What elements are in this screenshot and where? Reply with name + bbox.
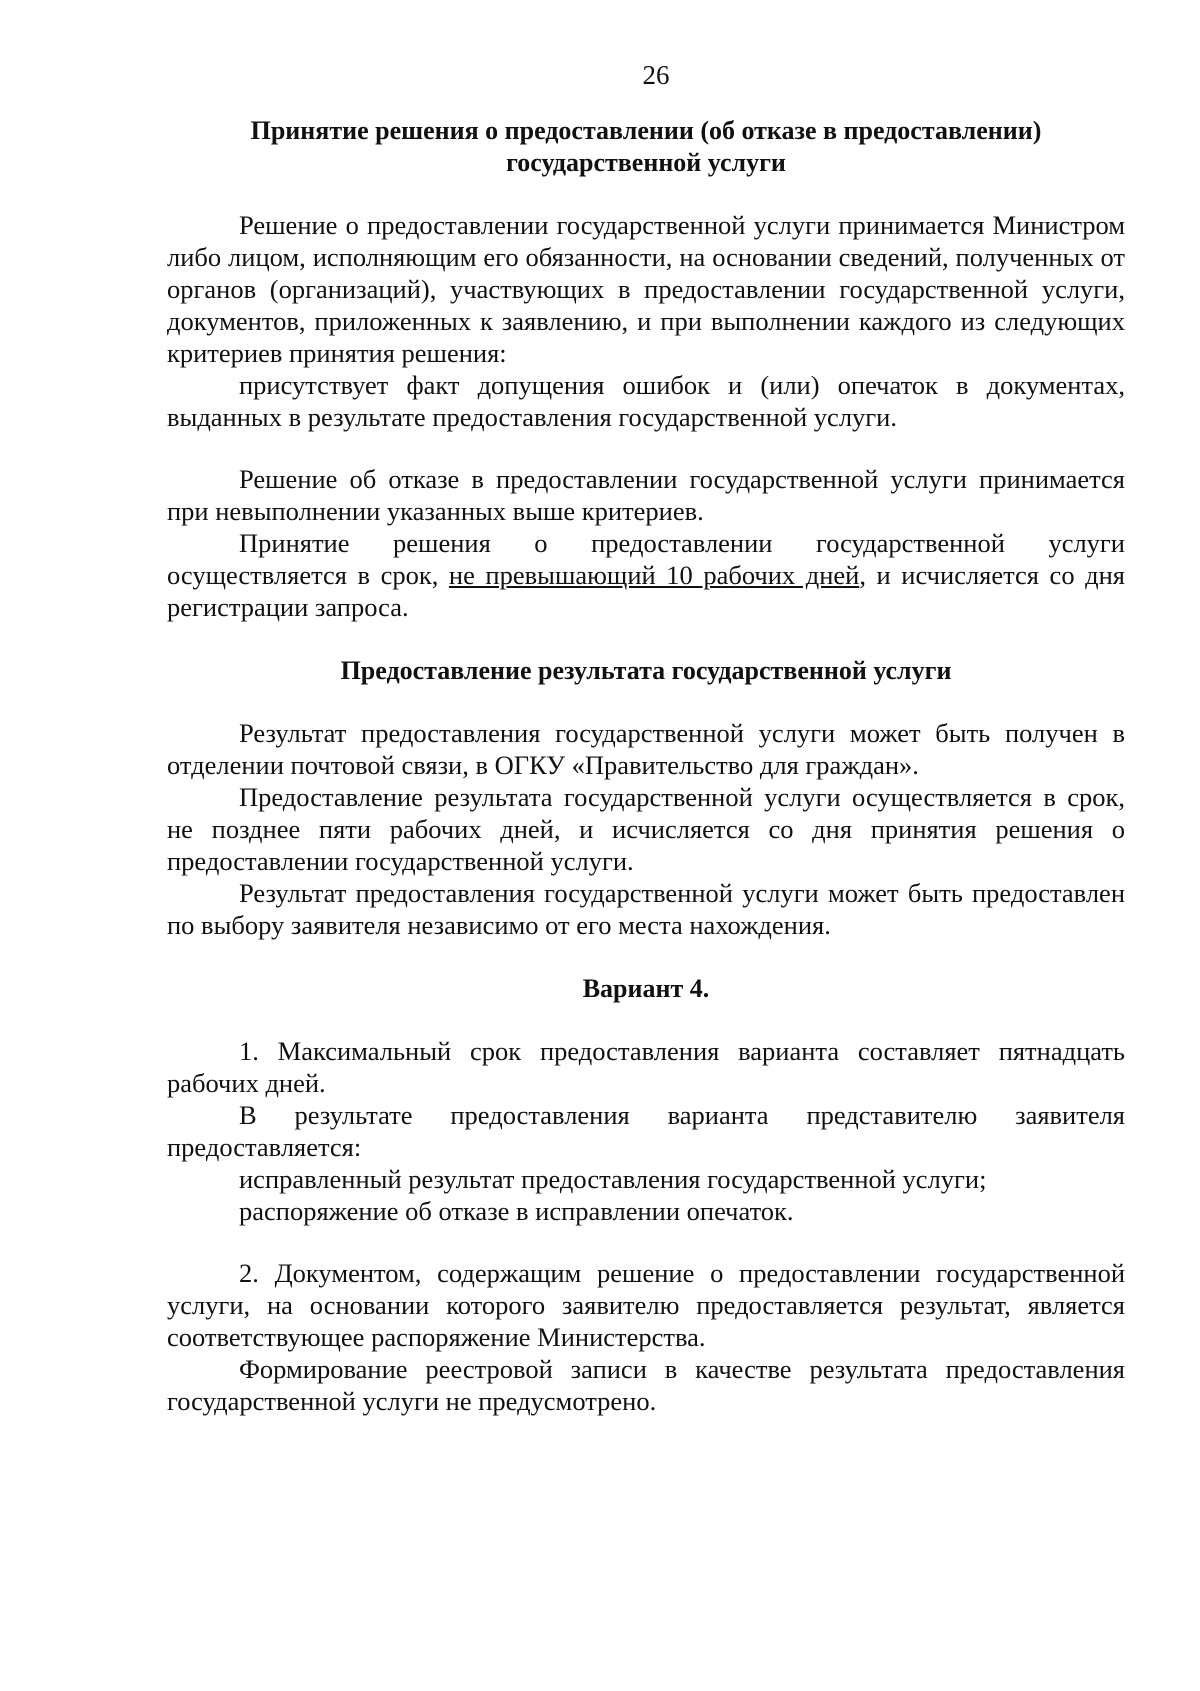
paragraph: присутствует факт допущения ошибок и (или) опечаток в документах, выданных в результате предоставления государственной услуги. <box>167 370 1125 432</box>
paragraph: Результат предоставления государственной услуги может быть предоставлен по выбору заявителя независимо от его места нахождения. <box>167 878 1125 940</box>
paragraph: Решение о предоставлении государственной услуги принимается Министром либо лицом, исполняющим его обязанности, на основании сведений, полученных от органов (организаций), участвующих в предоставлении государственной услуги, документов, приложенных к заявлению, и при выполнении каждого из следующих критериев принятия решения: <box>167 210 1125 368</box>
paragraph: Решение об отказе в предоставлении государственной услуги принимается при невыполнении указанных выше критериев. <box>167 464 1125 526</box>
paragraph: исправленный результат предоставления государственной услуги; <box>239 1164 987 1194</box>
paragraph: Формирование реестровой записи в качестве результата предоставления государственной услуги не предусмотрено. <box>167 1354 1125 1416</box>
paragraph: В результате предоставления варианта представителю заявителя предоставляется: <box>167 1100 1125 1162</box>
section-heading-decision <box>167 115 1125 179</box>
paragraph: 2. Документом, содержащим решение о предоставлении государственной услуги, на основании которого заявителю предоставляется результат, является соответствующее распоряжение Министерства. <box>167 1258 1125 1352</box>
heading-line: государственной услуги <box>506 148 786 177</box>
page-number: 26 <box>642 60 670 90</box>
section-heading-result: Предоставление результата государственной услуги <box>340 656 952 685</box>
text-run: , и исчисляется со дня регистрации запроса. <box>167 560 1125 622</box>
underlined-text: не превышающий 10 рабочих дней <box>448 560 860 590</box>
section-heading-variant: Вариант 4. <box>582 974 710 1003</box>
paragraph: 1. Максимальный срок предоставления варианта составляет пятнадцать рабочих дней. <box>167 1036 1125 1098</box>
text-run: Принятие решения о предоставлении государственной услуги осуществляется в срок, <box>167 528 1125 590</box>
paragraph <box>167 527 1125 623</box>
heading-line: Принятие решения о предоставлении (об отказе в предоставлении) <box>250 116 1042 145</box>
paragraph: распоряжение об отказе в исправлении опечаток. <box>239 1196 794 1226</box>
paragraph: Результат предоставления государственной услуги может быть получен в отделении почтовой связи, в ОГКУ «Правительство для граждан». <box>167 718 1125 780</box>
paragraph: Предоставление результата государственной услуги осуществляется в срок, не позднее пяти рабочих дней, и исчисляется со дня принятия решения о предоставлении государственной услуги. <box>167 782 1125 876</box>
document-page <box>167 55 1125 1417</box>
